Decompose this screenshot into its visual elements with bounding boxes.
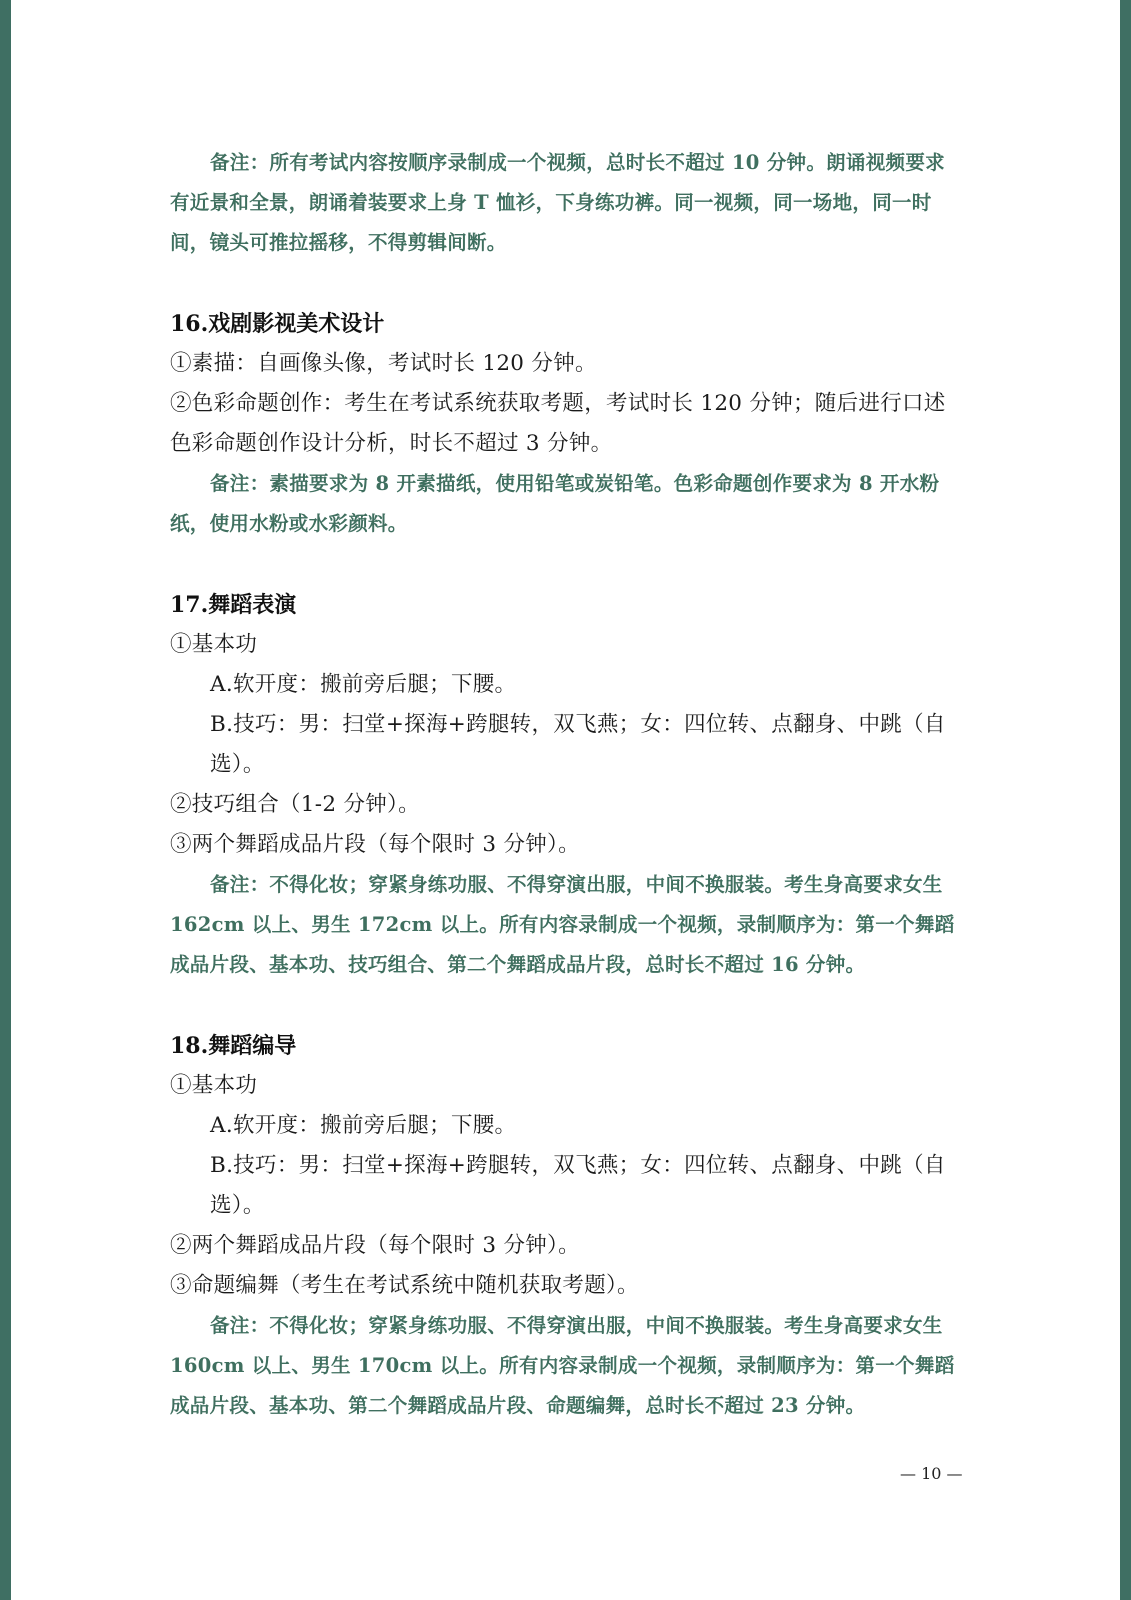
note-text: 素描要求为 8 开素描纸，使用铅笔或炭铅笔。色彩命题创作要求为 8 开水粉纸，使用水粉或水彩颜料。 xyxy=(170,472,940,535)
page-content xyxy=(170,143,960,1426)
section-18 xyxy=(170,1026,960,1426)
page-number: — 10 — xyxy=(900,1464,963,1483)
right-page-border xyxy=(1120,0,1131,1600)
section-17 xyxy=(170,585,960,985)
note-label: 备注： xyxy=(210,151,270,174)
list-item: ②技巧组合（1-2 分钟）。 xyxy=(170,792,420,817)
note-text: 不得化妆；穿紧身练功服、不得穿演出服，中间不换服装。考生身高要求女生 162cm 以上、男生 172cm 以上。所有内容录制成一个视频，录制顺序为：第一个舞蹈成品片段、基本功、技巧组合、第二个舞蹈成品片段，总时长不超过 16 分钟。 xyxy=(170,873,955,976)
list-item: ②色彩命题创作：考生在考试系统获取考题，考试时长 120 分钟；随后进行口述色彩命题创作设计分析，时长不超过 3 分钟。 xyxy=(170,391,946,456)
list-item: ②两个舞蹈成品片段（每个限时 3 分钟）。 xyxy=(170,1233,580,1258)
list-item: ①基本功 xyxy=(170,632,258,657)
note-label: 备注： xyxy=(210,873,270,896)
section-note xyxy=(170,865,960,985)
note-label: 备注： xyxy=(210,1314,270,1337)
section-heading: 18.舞蹈编导 xyxy=(170,1033,297,1059)
list-item: ③命题编舞（考生在考试系统中随机获取考题）。 xyxy=(170,1273,639,1298)
list-item: ①素描：自画像头像，考试时长 120 分钟。 xyxy=(170,351,597,376)
intro-note xyxy=(170,143,960,263)
section-16 xyxy=(170,304,960,544)
list-item: ①基本功 xyxy=(170,1073,258,1098)
section-note xyxy=(170,464,960,544)
note-text: 所有考试内容按顺序录制成一个视频，总时长不超过 10 分钟。朗诵视频要求有近景和全景，朗诵着装要求上身 T 恤衫，下身练功裤。同一视频，同一场地，同一时间，镜头可推拉摇移，不得剪辑间断。 xyxy=(170,151,945,254)
section-heading: 17.舞蹈表演 xyxy=(170,592,297,618)
section-note xyxy=(170,1306,960,1426)
sub-item: B.技巧：男：扫堂+探海+跨腿转，双飞燕；女：四位转、点翻身、中跳（自选）。 xyxy=(210,1153,946,1218)
note-label: 备注： xyxy=(210,472,270,495)
sub-item: A.软开度：搬前旁后腿；下腰。 xyxy=(210,1113,517,1138)
left-page-border xyxy=(0,0,11,1600)
note-text: 不得化妆；穿紧身练功服、不得穿演出服，中间不换服装。考生身高要求女生 160cm 以上、男生 170cm 以上。所有内容录制成一个视频，录制顺序为：第一个舞蹈成品片段、基本功、第二个舞蹈成品片段、命题编舞，总时长不超过 23 分钟。 xyxy=(170,1314,955,1417)
section-heading: 16.戏剧影视美术设计 xyxy=(170,311,385,337)
sub-item: A.软开度：搬前旁后腿；下腰。 xyxy=(210,672,517,697)
sub-item: B.技巧：男：扫堂+探海+跨腿转，双飞燕；女：四位转、点翻身、中跳（自选）。 xyxy=(210,712,946,777)
list-item: ③两个舞蹈成品片段（每个限时 3 分钟）。 xyxy=(170,832,580,857)
